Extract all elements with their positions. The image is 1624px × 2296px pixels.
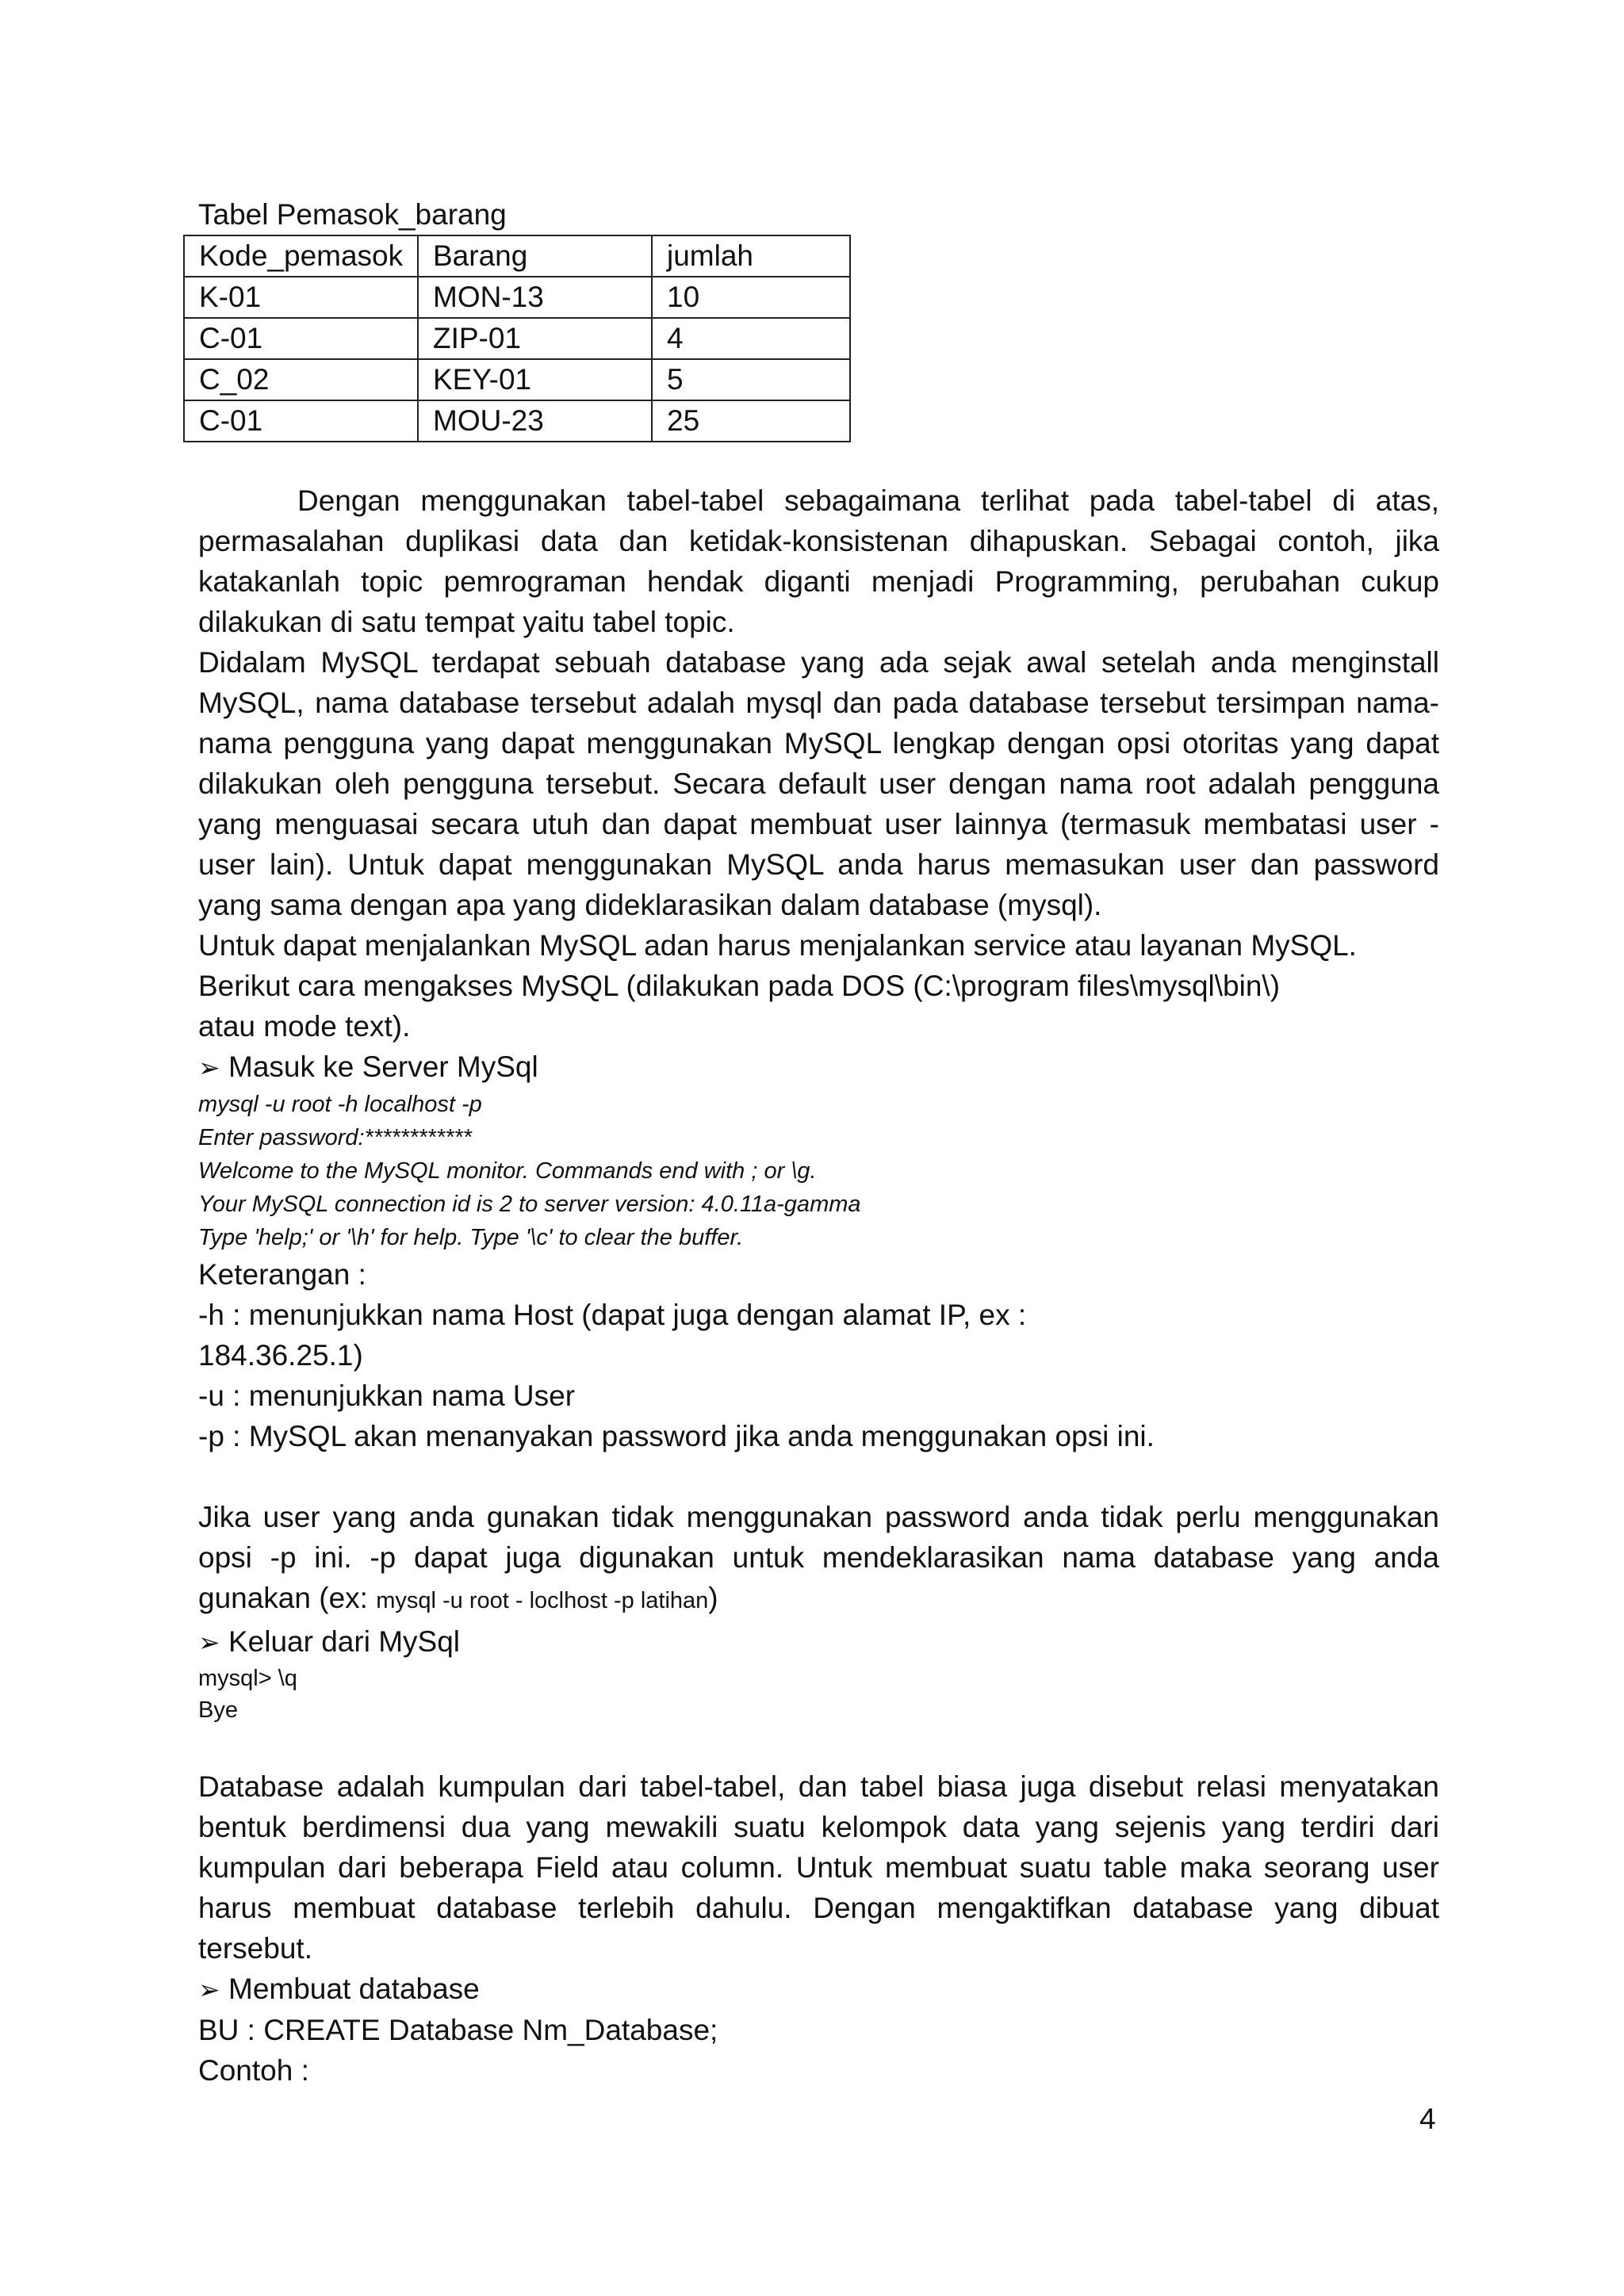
code-line: Enter password:************ xyxy=(198,1125,472,1150)
table-cell: C-01 xyxy=(184,400,418,442)
arrow-bullet-icon: ➢ xyxy=(198,1974,220,2005)
table-cell: 5 xyxy=(652,359,850,400)
table-cell: ZIP-01 xyxy=(418,318,652,359)
bullet-membuat-database xyxy=(198,1969,1439,2010)
table-cell: K-01 xyxy=(184,277,418,318)
keterangan-block xyxy=(198,1254,1439,1456)
code-line: Bye xyxy=(198,1697,238,1723)
keterangan-heading: Keterangan : xyxy=(198,1258,366,1291)
keterangan-line: 184.36.25.1) xyxy=(198,1339,363,1372)
page-number: 4 xyxy=(1419,2103,1436,2135)
bullet-label: Keluar dari MySql xyxy=(228,1625,461,1658)
paragraph-access-cont: atau mode text). xyxy=(198,1010,411,1043)
contoh-label: Contoh : xyxy=(198,2054,309,2087)
code-line: mysql> \q xyxy=(198,1666,297,1691)
table-cell: 4 xyxy=(652,318,850,359)
code-line: Welcome to the MySQL monitor. Commands end with ; or \g. xyxy=(198,1158,817,1184)
syntax-line: BU : CREATE Database Nm_Database; xyxy=(198,2014,718,2046)
bullet-masuk-server xyxy=(198,1047,1439,1088)
table-cell: MOU-23 xyxy=(418,400,652,442)
keterangan-line: -u : menunjukkan nama User xyxy=(198,1380,576,1412)
keterangan-line: -p : MySQL akan menanyakan password jika anda menggunakan opsi ini. xyxy=(198,1420,1155,1452)
code-line: mysql -u root -h localhost -p xyxy=(198,1092,482,1117)
paragraph-database-definition: Database adalah kumpulan dari tabel-tabel, dan tabel biasa juga disebut relasi menyatakan bentuk berdimensi dua yang mewakili suatu kelompok data yang sejenis yang terdiri dari kumpulan dari beberapa Field atau column. Untuk membuat suatu table maka seorang user harus membuat database terlebih dahulu. Dengan mengaktifkan database yang dibuat tersebut. xyxy=(198,1770,1439,1965)
pemasok-barang-table xyxy=(183,235,851,442)
bullet-keluar xyxy=(198,1621,1439,1663)
table-header-cell: Kode_pemasok xyxy=(184,235,418,277)
paragraph-intro: Dengan menggunakan tabel-tabel sebagaimana terlihat pada tabel-tabel di atas, permasalahan duplikasi data dan ketidak-konsistenan dihapuskan. Sebagai contoh, jika katakanlah topic pemrograman hendak diganti menjadi Programming, perubahan cukup dilakukan di satu tempat yaitu tabel topic. xyxy=(198,484,1439,638)
table-caption: Tabel Pemasok_barang xyxy=(198,198,507,231)
table-row xyxy=(184,277,850,318)
paragraph-password-option xyxy=(198,1497,1439,1621)
table-row xyxy=(184,359,850,400)
code-block-exit xyxy=(198,1663,1439,1726)
code-block-login xyxy=(198,1088,1439,1254)
table-cell: MON-13 xyxy=(418,277,652,318)
page-content xyxy=(198,194,1439,2091)
arrow-bullet-icon: ➢ xyxy=(198,1052,220,1083)
code-line: Type 'help;' or '\h' for help. Type '\c' to clear the buffer. xyxy=(198,1225,744,1250)
table-cell: 25 xyxy=(652,400,850,442)
table-cell: 10 xyxy=(652,277,850,318)
table-row xyxy=(184,400,850,442)
table-row xyxy=(184,318,850,359)
table-header-cell: jumlah xyxy=(652,235,850,277)
keterangan-line: -h : menunjukkan nama Host (dapat juga dengan alamat IP, ex : xyxy=(198,1299,1027,1331)
table-cell: KEY-01 xyxy=(418,359,652,400)
code-line: Your MySQL connection id is 2 to server version: 4.0.11a-gamma xyxy=(198,1192,861,1217)
paragraph-text-end: ) xyxy=(708,1582,718,1614)
paragraph-mysql-database: Didalam MySQL terdapat sebuah database yang ada sejak awal setelah anda menginstall MySQL, nama database tersebut adalah mysql dan pada database tersebut tersimpan nama-nama pengguna yang dapat menggunakan MySQL lengkap dengan opsi otoritas yang dapat dilakukan oleh pengguna tersebut. Secara default user dengan nama root adalah pengguna yang menguasai secara utuh dan dapat membuat user lainnya (termasuk membatasi user - user lain). Untuk dapat menggunakan MySQL anda harus memasukan user dan password yang sama dengan apa yang dideklarasikan dalam database (mysql). xyxy=(198,646,1439,921)
paragraph-access: Berikut cara mengakses MySQL (dilakukan pada DOS (C:\program files\mysql\bin\) xyxy=(198,970,1281,1002)
table-cell: C_02 xyxy=(184,359,418,400)
arrow-bullet-icon: ➢ xyxy=(198,1627,220,1658)
inline-code: mysql -u root - loclhost -p latihan xyxy=(376,1588,709,1613)
bullet-label: Membuat database xyxy=(228,1973,480,2005)
paragraph-text: Jika user yang anda gunakan tidak menggunakan password anda tidak perlu menggunakan opsi -p ini. -p dapat juga digunakan untuk mendeklarasikan nama database yang anda gunakan (ex: xyxy=(198,1501,1439,1614)
table-cell: C-01 xyxy=(184,318,418,359)
bullet-label: Masuk ke Server MySql xyxy=(228,1050,538,1083)
table-header-cell: Barang xyxy=(418,235,652,277)
paragraph-service: Untuk dapat menjalankan MySQL adan harus menjalankan service atau layanan MySQL. xyxy=(198,929,1357,962)
table-header-row xyxy=(184,235,850,277)
